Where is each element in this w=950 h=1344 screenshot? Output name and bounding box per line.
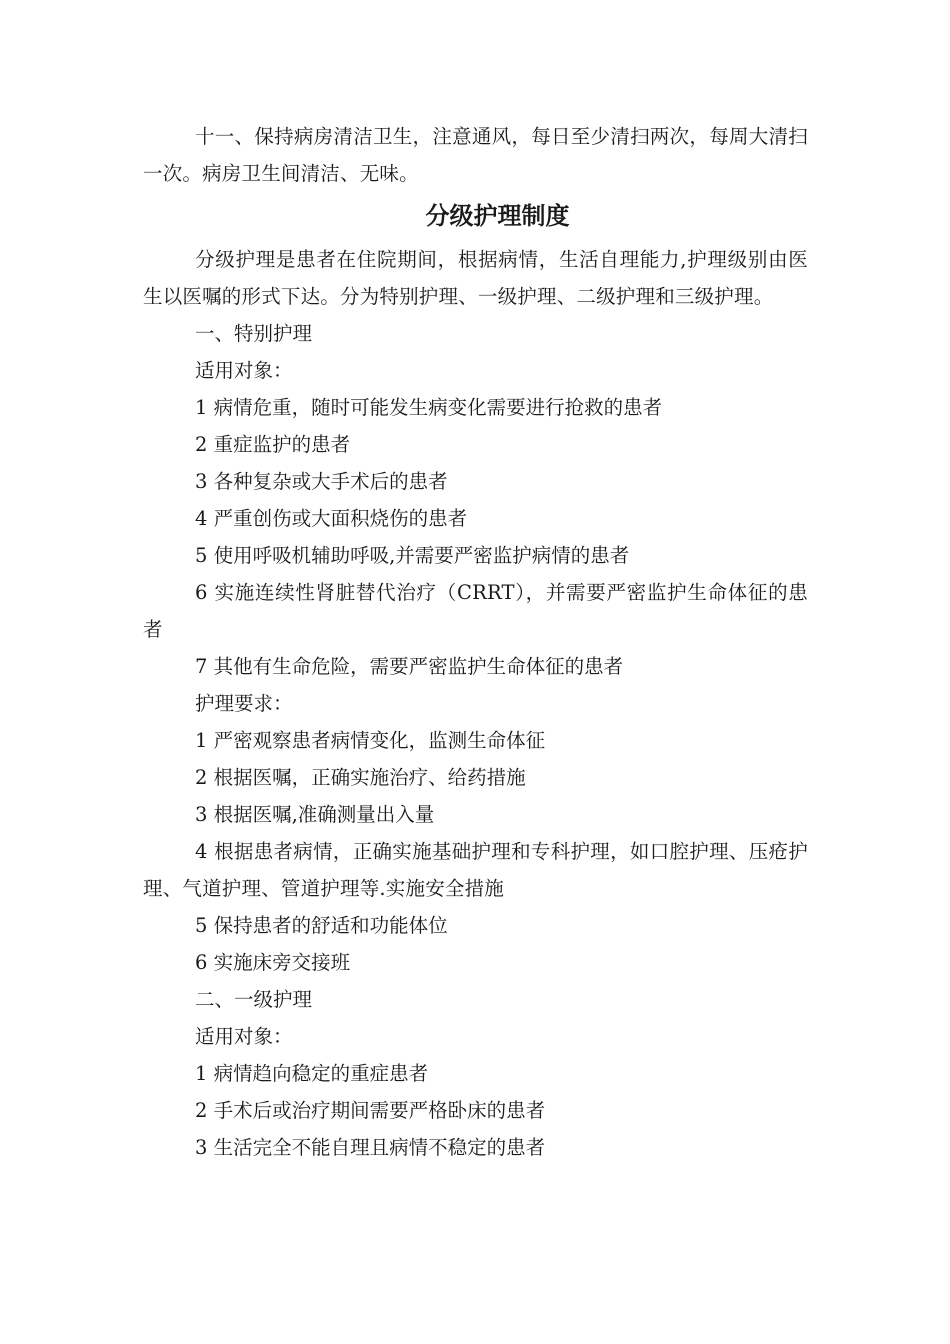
targets-label: 适用对象： — [195, 1025, 293, 1048]
intro-paragraph: 十一、保持病房清洁卫生，注意通风，每日至少清扫两次，每周大清扫一次。病房卫生间清洁、无味。 — [143, 125, 808, 185]
section-heading-special: 一、特别护理 — [195, 322, 313, 345]
requirements-label: 护理要求： — [195, 692, 293, 715]
list-item: 5 保持患者的舒适和功能体位 — [195, 914, 448, 937]
list-item: 6 实施连续性肾脏替代治疗（CRRT），并需要严密监护生命体征的患者 — [143, 581, 808, 641]
list-item: 6 实施床旁交接班 — [195, 951, 351, 974]
list-item: 5 使用呼吸机辅助呼吸,并需要严密监护病情的患者 — [195, 544, 630, 567]
list-item: 2 手术后或治疗期间需要严格卧床的患者 — [195, 1099, 546, 1122]
list-item: 3 各种复杂或大手术后的患者 — [195, 470, 448, 493]
list-item: 1 严密观察患者病情变化，监测生命体征 — [195, 729, 546, 752]
list-item: 2 重症监护的患者 — [195, 433, 351, 456]
list-item: 4 根据患者病情，正确实施基础护理和专科护理，如口腔护理、压疮护理、气道护理、管道护理等.实施安全措施 — [143, 840, 808, 900]
section-heading-level-one: 二、一级护理 — [195, 988, 313, 1011]
document-body — [143, 118, 808, 1166]
list-item: 1 病情趋向稳定的重症患者 — [195, 1062, 429, 1085]
list-item: 7 其他有生命危险，需要严密监护生命体征的患者 — [195, 655, 624, 678]
list-item: 2 根据医嘱，正确实施治疗、给药措施 — [195, 766, 526, 789]
overview-paragraph: 分级护理是患者在住院期间，根据病情，生活自理能力,护理级别由医生以医嘱的形式下达。分为特别护理、一级护理、二级护理和三级护理。 — [143, 248, 808, 308]
list-item: 3 生活完全不能自理且病情不稳定的患者 — [195, 1136, 546, 1159]
targets-label: 适用对象： — [195, 359, 293, 382]
list-item: 4 严重创伤或大面积烧伤的患者 — [195, 507, 468, 530]
document-title: 分级护理制度 — [425, 202, 570, 230]
list-item: 1 病情危重，随时可能发生病变化需要进行抢救的患者 — [195, 396, 663, 419]
list-item: 3 根据医嘱,准确测量出入量 — [195, 803, 435, 826]
